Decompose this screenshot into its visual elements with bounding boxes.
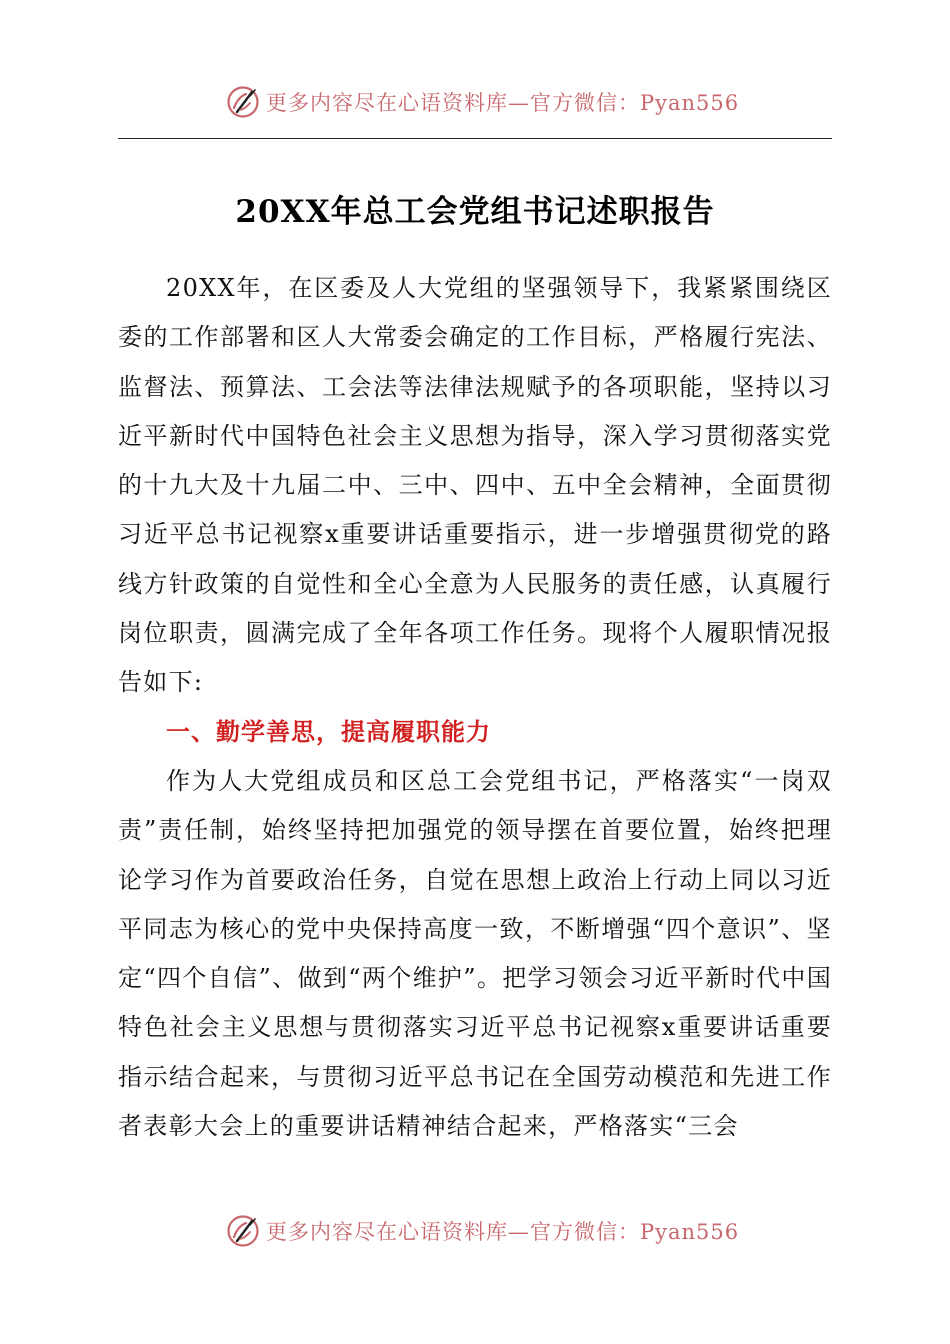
footer-banner-text: 更多内容尽在心语资料库—官方微信：Pyan556	[266, 1220, 740, 1244]
header-banner	[226, 82, 739, 122]
document-body	[118, 264, 832, 1151]
section-1-paragraph: 作为人大党组成员和区总工会党组书记，严格落实“一岗双责”责任制，始终坚持把加强党的领导摆在首要位置，始终把理论学习作为首要政治任务，自觉在思想上政治上行动上同以习近平同志为核心的党中央保持高度一致，不断增强“四个意识”、坚定“四个自信”、做到“两个维护”。把学习领会习近平新时代中国特色社会主义思想与贯彻落实习近平总书记视察x重要讲话重要指示结合起来，与贯彻习近平总书记在全国劳动模范和先进工作者表彰大会上的重要讲话精神结合起来，严格落实“三会	[118, 766, 832, 1141]
footer-banner	[226, 1211, 739, 1251]
pen-circle-logo-icon	[226, 1214, 260, 1248]
document-title: 20XX年总工会党组书记述职报告	[235, 194, 715, 230]
section-1-heading: 一、勤学善思，提高履职能力	[166, 717, 491, 746]
header-banner-text: 更多内容尽在心语资料库—官方微信：Pyan556	[266, 91, 740, 115]
header-divider	[118, 138, 832, 139]
pen-circle-logo-icon	[226, 85, 260, 119]
intro-paragraph: 20XX年，在区委及人大党组的坚强领导下，我紧紧围绕区委的工作部署和区人大常委会确定的工作目标，严格履行宪法、监督法、预算法、工会法等法律法规赋予的各项职能，坚持以习近平新时代中国特色社会主义思想为指导，深入学习贯彻落实党的十九大及十九届二中、三中、四中、五中全会精神，全面贯彻习近平总书记视察x重要讲话重要指示，进一步增强贯彻党的路线方针政策的自觉性和全心全意为人民服务的责任感，认真履行岗位职责，圆满完成了全年各项工作任务。现将个人履职情况报告如下:	[118, 274, 832, 697]
